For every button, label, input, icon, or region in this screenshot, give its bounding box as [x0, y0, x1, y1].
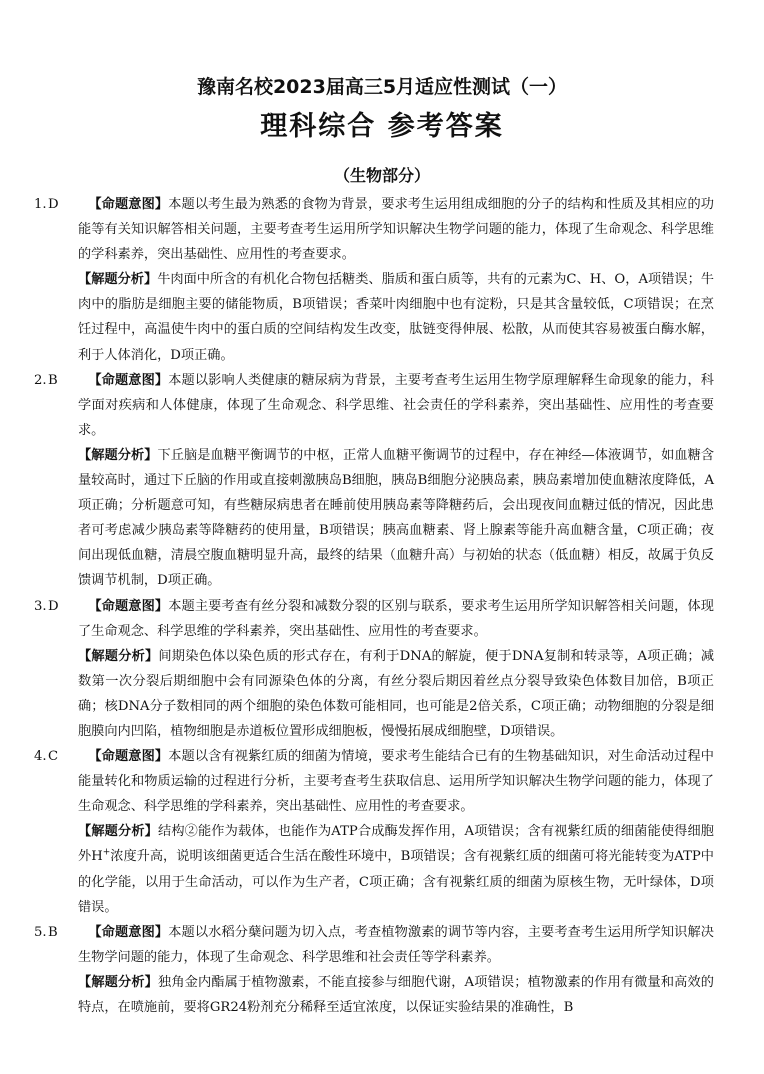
- question-number: 1.: [34, 197, 47, 212]
- question-analysis: [56, 644, 714, 744]
- question-1: [34, 192, 714, 368]
- answer-body: [34, 192, 715, 1020]
- question-number: 3.: [34, 598, 47, 614]
- intent-label: 【命题意图】: [88, 924, 169, 940]
- question-number: 4.: [34, 749, 47, 765]
- intent-label: 【命题意图】: [88, 598, 169, 614]
- document-title: 理科综合 参考答案: [260, 111, 504, 142]
- question-answer: B: [48, 924, 58, 940]
- question-answer: B: [48, 372, 58, 388]
- question-answer: D: [48, 598, 59, 614]
- question-analysis: [56, 970, 714, 1020]
- superscript: +: [102, 848, 111, 859]
- question-intent: [34, 920, 714, 970]
- intent-text: 本题以考生最为熟悉的食物为背景，要求考生运用组成细胞的分子的结构和性质及其相应的功能等有关知识解答相关问题，主要考查考生运用所学知识解决生物学问题的能力，体现了生命观念、科学思维的学科素养，突出基础性、应用性的考查要求。: [78, 197, 714, 263]
- intent-label: 【命题意图】: [88, 372, 169, 388]
- question-intent: [34, 368, 714, 443]
- analysis-text: 独角金内酯属于植物激素，不能直接参与细胞代谢，A项错误；植物激素的作用有微量和高效的特点，在喷施前，要将GR24粉剂充分稀释至适宜浓度，以保证实验结果的准确性，B: [78, 974, 714, 1015]
- analysis-label: 【解题分析】: [78, 272, 158, 288]
- intent-text: 本题以水稻分蘖问题为切入点，考查植物激素的调节等内容，主要考查考生运用所学知识解决生物学问题的能力，体现了生命观念、科学思维和社会责任等学科素养。: [78, 924, 714, 965]
- question-analysis: [56, 267, 714, 367]
- intent-text: 本题主要考查有丝分裂和减数分裂的区别与联系，要求考生运用所学知识解答相关问题，体现了生命观念、科学思维的学科素养，突出基础性、应用性的考查要求。: [78, 598, 714, 639]
- question-intent: [34, 594, 714, 644]
- question-analysis: [56, 443, 714, 594]
- analysis-label: 【解题分析】: [78, 447, 158, 463]
- question-answer: D: [48, 197, 59, 212]
- question-answer: C: [48, 749, 59, 765]
- analysis-text: 结构②能作为载体，也能作为ATP合成酶发挥作用，A项错误；含有视紫红质的细菌能使得细胞外H: [78, 824, 714, 865]
- question-intent: [34, 192, 714, 267]
- intent-text: 本题以影响人类健康的糖尿病为背景，主要考查考生运用生物学原理解释生命现象的能力，科学面对疾病和人体健康，体现了生命观念、科学思维、社会责任的学科素养，突出基础性、应用性的考查要求。: [78, 372, 714, 438]
- analysis-text: 间期染色体以染色质的形式存在，有利于DNA的解旋，便于DNA复制和转录等，A项正确；减数第一次分裂后期细胞中会有同源染色体的分离，有丝分裂后期因着丝点分裂导致染色体数目加倍，B项正确；核DNA分子数相同的两个细胞的染色体数可能相同，也可能是2倍关系，C项正确；动物细胞的分裂是细胞膜向内凹陷，植物细胞是赤道板位置形成细胞板，慢慢拓展成细胞壁，D项错误。: [78, 648, 715, 739]
- analysis-text: 牛肉面中所含的有机化合物包括糖类、脂质和蛋白质等，共有的元素为C、H、O，A项错误；牛肉中的脂肪是细胞主要的储能物质，B项错误；香菜叶肉细胞中也有淀粉，只是其含量较低，C项错误；在烹饪过程中，高温使牛肉中的蛋白质的空间结构发生改变，肽链变得伸展、松散，从而使其容易被蛋白酶水解，利于人体消化，D项正确。: [78, 272, 714, 363]
- exam-title: 豫南名校2023届高三5月适应性测试（一）: [196, 76, 568, 98]
- intent-text: 本题以含有视紫红质的细菌为情境，要求考生能结合已有的生物基础知识，对生命活动过程中能量转化和物质运输的过程进行分析，主要考查考生获取信息、运用所学知识解决生物学问题的能力，体现了生命观念、科学思维的学科素养，突出基础性、应用性的考查要求。: [78, 749, 714, 815]
- question-analysis: [56, 819, 714, 919]
- section-title: （生物部分）: [333, 166, 430, 185]
- question-2: [34, 368, 715, 594]
- analysis-label: 【解题分析】: [78, 648, 159, 664]
- question-number: 2.: [34, 372, 47, 388]
- question-4: [34, 744, 714, 920]
- analysis-text-continued: 浓度升高，说明该细菌更适合生活在酸性环境中，B项错误；含有视紫红质的细菌可将光能转变为ATP中的化学能，以用于生命活动，可以作为生产者，C项正确；含有视紫红质的细菌为原核生物，无叶绿体，D项错误。: [78, 849, 714, 915]
- question-5: [34, 920, 714, 1020]
- analysis-label: 【解题分析】: [78, 974, 158, 990]
- intent-label: 【命题意图】: [88, 197, 169, 212]
- intent-label: 【命题意图】: [88, 749, 169, 765]
- question-number: 5.: [34, 924, 47, 940]
- question-3: [34, 594, 715, 745]
- question-intent: [34, 744, 714, 819]
- analysis-label: 【解题分析】: [78, 824, 158, 840]
- analysis-text: 下丘脑是血糖平衡调节的中枢，正常人血糖平衡调节的过程中，存在神经—体液调节，如血糖含量较高时，通过下丘脑的作用或直接刺激胰岛B细胞，胰岛B细胞分泌胰岛素，胰岛素增加使血糖浓度降低，A项正确；分析题意可知，有些糖尿病患者在睡前使用胰岛素等降糖药后，会出现夜间血糖过低的情况，因此患者可考虑减少胰岛素等降糖药的使用量，B项错误；胰高血糖素、肾上腺素等能升高血糖含量，C项正确；夜间出现低血糖，清晨空腹血糖明显升高，最终的结果（血糖升高）与初始的状态（低血糖）相反，故属于负反馈调节机制，D项正确。: [78, 447, 715, 589]
